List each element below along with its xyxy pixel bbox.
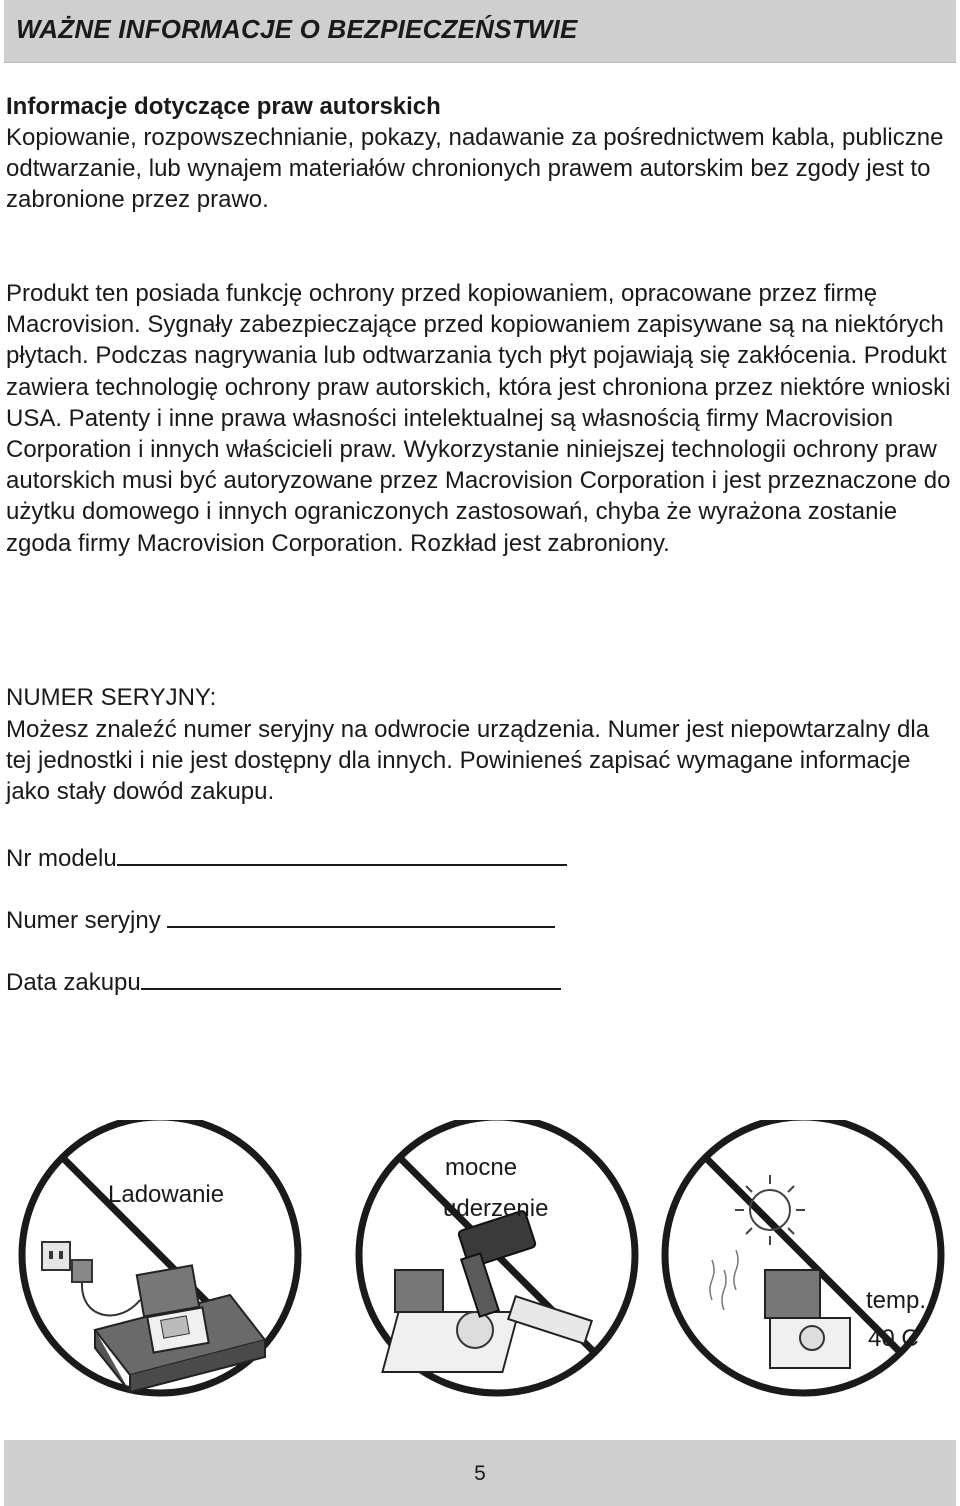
- model-label: Nr modelu: [6, 845, 117, 872]
- temperature-label-line2: 40 C: [868, 1325, 919, 1352]
- impact-label-line2: uderzenie: [443, 1195, 549, 1222]
- charging-label: Ladowanie: [108, 1181, 225, 1208]
- no-strong-impact-icon: [359, 1120, 635, 1393]
- warning-icons: [0, 1120, 960, 1420]
- model-blank-line[interactable]: [117, 842, 567, 866]
- serial-heading: NUMER SERYJNY:: [6, 684, 217, 711]
- copyright-paragraph: Kopiowanie, rozpowszechnianie, pokazy, nadawanie za pośrednictwem kabla, publiczne odtwarzanie, lub wynajem materiałów chronionych prawem autorskim bez zgody jest to zabronione przez prawo.: [6, 124, 944, 214]
- no-high-temperature-icon: [665, 1120, 941, 1393]
- header-bar: [4, 0, 956, 63]
- copyright-heading: Informacje dotyczące praw autorskich: [6, 93, 441, 120]
- purchase-date-field: [6, 966, 561, 998]
- impact-label-line1: mocne: [445, 1154, 518, 1181]
- serial-paragraph: Możesz znaleźć numer seryjny na odwrocie urządzenia. Numer jest niepowtarzalny dla tej jednostki i nie jest dostępny dla innych. Powinieneś zapisać wymagane informacje jako stały dowód zakupu.: [6, 716, 930, 806]
- page-title: WAŻNE INFORMACJE O BEZPIECZEŃSTWIE: [16, 14, 578, 44]
- footer-bar: [4, 1440, 956, 1506]
- serial-number-label: Numer seryjny: [6, 907, 161, 934]
- macrovision-paragraph: Produkt ten posiada funkcję ochrony przed kopiowaniem, opracowane przez firmę Macrovision. Sygnały zabezpieczające przed kopiowaniem zapisywane są na niektórych płytach. Podczas nagrywania lub odtwarzania tych płyt pojawiają się zakłócenia. Produkt zawiera technologię ochrony praw autorskich, która jest chroniona przez niektóre wnioski USA. Patenty i inne prawa własności intelektualnej są własnością firmy Macrovision Corporation i innych właścicieli praw. Wykorzystanie niniejszej technologii ochrony praw autorskich musi być autoryzowane przez Macrovision Corporation i jest przeznaczone do użytku domowego i innych ograniczonych zastosowań, chyba że wyrażona zostanie zgoda firmy Macrovision Corporation. Rozkład jest zabroniony.: [6, 280, 951, 557]
- serial-number-field: [6, 904, 555, 936]
- serial-number-blank-line[interactable]: [167, 904, 555, 928]
- model-field: [6, 842, 567, 874]
- purchase-date-label: Data zakupu: [6, 969, 141, 996]
- no-charging-on-bed-icon: [22, 1120, 298, 1393]
- purchase-date-blank-line[interactable]: [141, 966, 561, 990]
- page-number: 5: [474, 1462, 486, 1485]
- temperature-label-line1: temp.: [866, 1287, 927, 1314]
